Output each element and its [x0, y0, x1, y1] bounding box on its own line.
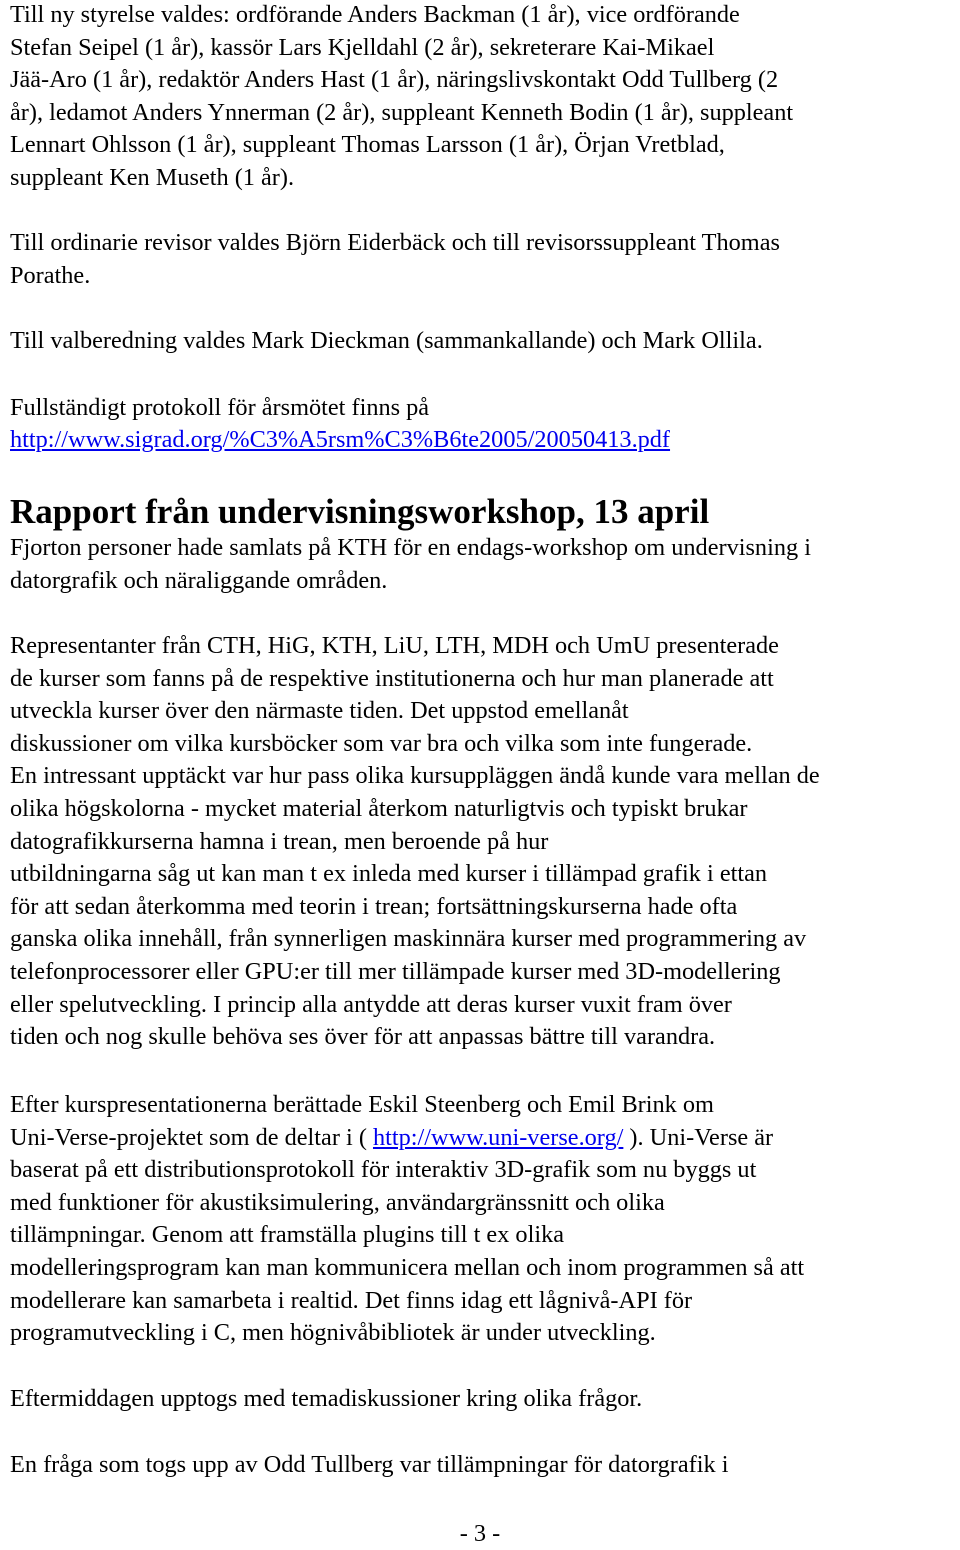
paragraph-line: ganska olika innehåll, från synnerligen maskinnära kurser med programmering av	[10, 925, 807, 953]
paragraph-line: Till ny styrelse valdes: ordförande Anders Backman (1 år), vice ordförande	[10, 1, 740, 28]
paragraph-line: datografikkurserna hamna i trean, men beroende på hur	[10, 827, 549, 855]
paragraph-line-with-link	[10, 1122, 804, 1155]
question-paragraph	[10, 1449, 728, 1482]
workshop-intro-paragraph	[10, 532, 811, 597]
nomination-paragraph	[10, 325, 763, 358]
paragraph-line: En intressant upptäckt var hur pass olika kursuppläggen ändå kunde vara mellan de	[10, 762, 820, 790]
paragraph-text: Uni-Verse-projektet som de deltar i (	[10, 1123, 373, 1151]
paragraph-line: telefonprocessorer eller GPU:er till mer tillämpade kurser med 3D-modellering	[10, 957, 781, 985]
paragraph-line: En fråga som togs upp av Odd Tullberg var tillämpningar för datorgrafik i	[10, 1451, 729, 1478]
paragraph-line: Efter kurspresentationerna berättade Eskil Steenberg och Emil Brink om	[10, 1091, 714, 1118]
paragraph-line: tiden och nog skulle behöva ses över för att anpassas bättre till varandra.	[10, 1023, 716, 1051]
paragraph-line: eller spelutveckling. I princip alla antydde att deras kurser vuxit fram över	[10, 990, 732, 1018]
page-number: - 3 -	[459, 1520, 501, 1547]
paragraph-line: med funktioner för akustiksimulering, användargränssnitt och olika	[10, 1188, 665, 1216]
paragraph-line: Fjorton personer hade samlats på KTH för en endags-workshop om undervisning i	[10, 534, 811, 561]
board-election-paragraph	[10, 0, 793, 195]
protocol-paragraph	[10, 392, 670, 455]
paragraph-line: utveckla kurser över den närmaste tiden. Det uppstod emellanåt	[10, 697, 629, 725]
paragraph-text: ). Uni-Verse är	[623, 1123, 774, 1151]
auditor-paragraph	[10, 227, 780, 292]
paragraph-line: Jää-Aro (1 år), redaktör Anders Hast (1 år), näringslivskontakt Odd Tullberg (2	[10, 66, 779, 94]
paragraph-line: suppleant Ken Museth (1 år).	[10, 163, 295, 191]
paragraph-line: diskussioner om vilka kursböcker som var bra och vilka som inte fungerade.	[10, 729, 753, 757]
presentations-paragraph	[10, 630, 820, 1054]
paragraph-line: Stefan Seipel (1 år), kassör Lars Kjelldahl (2 år), sekreterare Kai-Mikael	[10, 33, 715, 61]
protocol-link[interactable]: http://www.sigrad.org/%C3%A5rsm%C3%B6te2005/20050413.pdf	[10, 425, 671, 453]
paragraph-line: Till ordinarie revisor valdes Björn Eiderbäck och till revisorssuppleant Thomas	[10, 229, 780, 256]
paragraph-line: de kurser som fanns på de respektive institutionerna och hur man planerade att	[10, 664, 774, 692]
paragraph-line: Fullständigt protokoll för årsmötet finns på	[10, 394, 430, 421]
section-heading: Rapport från undervisningsworkshop, 13 april	[10, 492, 710, 531]
paragraph-line: Till valberedning valdes Mark Dieckman (sammankallande) och Mark Ollila.	[10, 327, 763, 354]
paragraph-line: år), ledamot Anders Ynnerman (2 år), suppleant Kenneth Bodin (1 år), suppleant	[10, 98, 794, 126]
universe-link[interactable]: http://www.uni-verse.org/	[372, 1123, 624, 1151]
paragraph-line: tillämpningar. Genom att framställa plugins till t ex olika	[10, 1221, 564, 1249]
protocol-link-line	[10, 425, 670, 455]
paragraph-line: Representanter från CTH, HiG, KTH, LiU, LTH, MDH och UmU presenterade	[10, 632, 779, 659]
paragraph-line: Lennart Ohlsson (1 år), suppleant Thomas Larsson (1 år), Örjan Vretblad,	[10, 131, 725, 159]
paragraph-line: modelleringsprogram kan man kommunicera mellan och inom programmen så att	[10, 1253, 805, 1281]
afternoon-paragraph	[10, 1383, 642, 1416]
universe-paragraph	[10, 1089, 804, 1350]
paragraph-line: modellerare kan samarbeta i realtid. Det finns idag ett lågnivå-API för	[10, 1286, 693, 1314]
paragraph-line: för att sedan återkomma med teorin i trean; fortsättningskurserna hade ofta	[10, 892, 738, 920]
paragraph-line: baserat på ett distributionsprotokoll för interaktiv 3D-grafik som nu byggs ut	[10, 1156, 757, 1184]
paragraph-line: utbildningarna såg ut kan man t ex inleda med kurser i tillämpad grafik i ettan	[10, 860, 768, 888]
paragraph-line: Eftermiddagen upptogs med temadiskussioner kring olika frågor.	[10, 1385, 643, 1412]
paragraph-line: datorgrafik och näraliggande områden.	[10, 566, 388, 594]
paragraph-line: Porathe.	[10, 261, 91, 289]
paragraph-line: olika högskolorna - mycket material återkom naturligtvis och typiskt brukar	[10, 794, 748, 822]
paragraph-line: programutveckling i C, men högnivåbibliotek är under utveckling.	[10, 1319, 656, 1347]
